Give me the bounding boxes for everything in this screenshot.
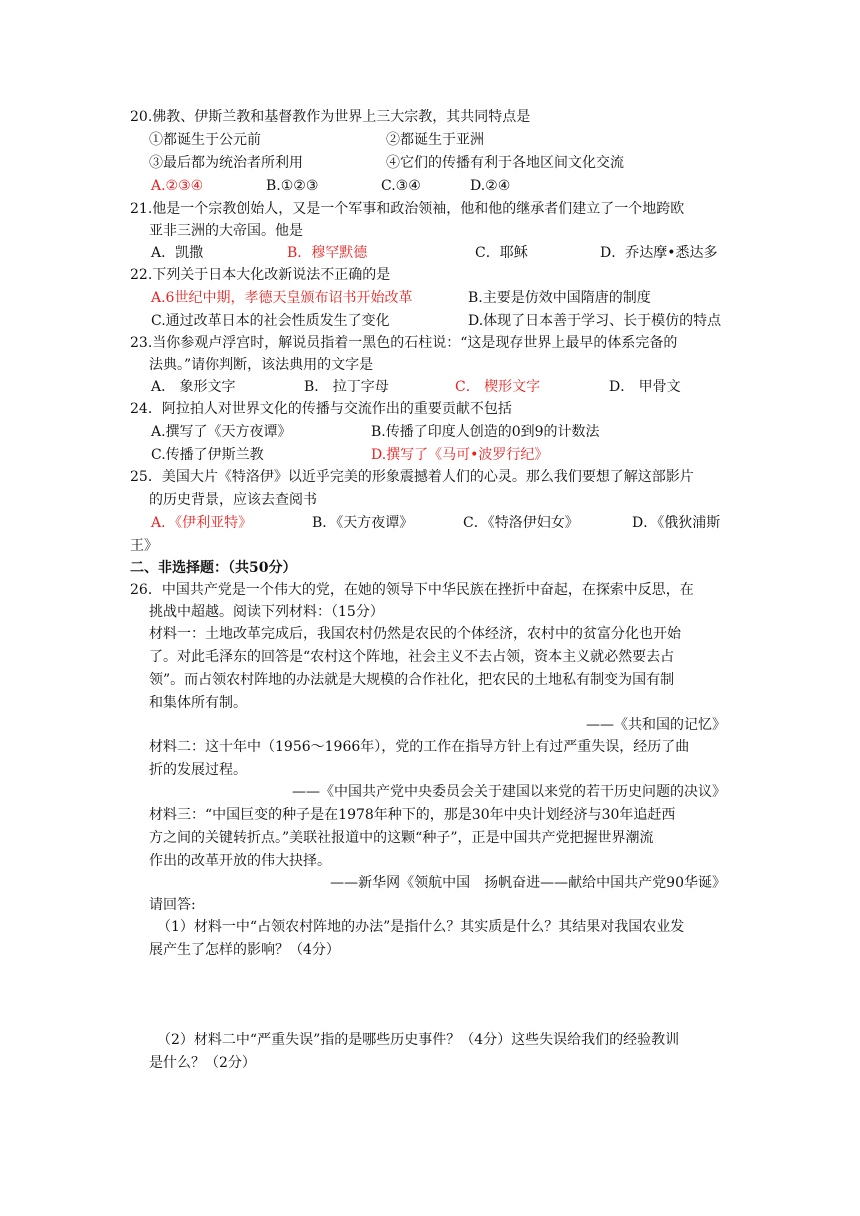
material-1-source: ——《共和国的记忆》 xyxy=(586,717,726,733)
q22-option-b: B.主要是仿效中国隋唐的制度 xyxy=(468,290,651,306)
q20-stem: 20.佛教、伊斯兰教和基督教作为世界上三大宗教，其共同特点是 xyxy=(130,109,531,125)
q25-option-d-wrap: 王》 xyxy=(130,538,158,554)
q25-option-a: A．《伊利亚特》 xyxy=(151,515,253,531)
sub-question-2: （2）材料二中“严重失误”指的是哪些历史事件？（4分）这些失误给我们的经验教训 xyxy=(157,1032,680,1048)
q21-option-a: A．凯撒 xyxy=(151,245,204,261)
q25-option-b: B．《天方夜谭》 xyxy=(312,515,414,531)
material-1-line: 材料一：土地改革完成后，我国农村仍然是农民的个体经济，农村中的贫富分化也开始 xyxy=(149,626,681,642)
q25-stem-line1: 25．美国大片《特洛伊》以近乎完美的形象震撼着人们的心灵。那么我们要想了解这部影片 xyxy=(130,469,694,485)
q24-stem: 24．阿拉拍人对世界文化的传播与交流作出的重要贡献不包括 xyxy=(130,401,512,417)
q21-option-b: B．穆罕默德 xyxy=(287,245,368,261)
q21-stem-line2: 亚非三洲的大帝国。他是 xyxy=(149,223,303,239)
q23-option-c: C． 楔形文字 xyxy=(455,379,541,395)
q26-stem-line1: 26．中国共产党是一个伟大的党，在她的领导下中华民族在挫折中奋起，在探索中反思，在 xyxy=(130,582,694,598)
q20-item-3: ③最后都为统治者所利用 xyxy=(149,155,303,171)
q20-option-c: C.③④ xyxy=(381,178,421,194)
material-3-line: 方之间的关键转折点。”美联社报道中的这颗“种子”，正是中国共产党把握世界潮流 xyxy=(149,830,654,846)
material-1-line: 和集体所有制。 xyxy=(149,695,247,711)
material-2-line: 材料二：这十年中（1956～1966年），党的工作在指导方针上有过严重失误，经历了曲 xyxy=(149,739,690,755)
q22-stem: 22.下列关于日本大化改新说法不正确的是 xyxy=(130,267,391,283)
q23-stem-line1: 23.当你参观卢浮宫时，解说员指着一黑色的石柱说：“这是现存世界上最早的体系完备的 xyxy=(130,335,678,351)
q26-stem-line2: 挑战中超越。阅读下列材料：（15分） xyxy=(149,604,384,620)
material-1-line: 领”。而占领农村阵地的办法就是大规模的合作社化，把农民的土地私有制变为国有制 xyxy=(149,672,675,688)
q20-option-d: D.②④ xyxy=(470,178,511,194)
q20-item-4: ④它们的传播有利于各地区间文化交流 xyxy=(386,155,624,171)
q21-stem-line1: 21.他是一个宗教创始人，又是一个军事和政治领袖，他和他的继承者们建立了一个地跨欧 xyxy=(130,201,685,217)
q22-option-d: D.体现了日本善于学习、长于模仿的特点 xyxy=(468,313,722,329)
q24-option-b: B.传播了印度人创造的0到9的计数法 xyxy=(371,424,600,440)
q22-option-a: A.6世纪中期，孝德天皇颁布诏书开始改革 xyxy=(151,290,413,306)
q22-option-c: C.通过改革日本的社会性质发生了变化 xyxy=(151,313,390,329)
answer-prompt: 请回答: xyxy=(149,897,196,913)
q25-option-d: D．《俄狄浦斯 xyxy=(632,515,721,531)
q25-stem-line2: 的历史背景，应该去查阅书 xyxy=(149,492,317,508)
material-3-line: 作出的改革开放的伟大抉择。 xyxy=(149,853,331,869)
sub-question-1-wrap: 展产生了怎样的影响？（4分） xyxy=(149,942,340,958)
material-3-source: ——新华网《领航中国 扬帆奋进——献给中国共产党90华诞》 xyxy=(330,875,726,891)
q24-option-d: D.撰写了《马可•波罗行纪》 xyxy=(371,447,549,463)
q24-option-a: A.撰写了《天方夜谭》 xyxy=(151,424,292,440)
q23-stem-line2: 法典。”请你判断，该法典用的文字是 xyxy=(149,357,374,373)
material-1-line: 了。对此毛泽东的回答是“农村这个阵地，社会主义不去占领，资本主义就必然要去占 xyxy=(149,649,675,665)
material-3-line: 材料三：“中国巨变的种子是在1978年种下的，那是30年中央计划经济与30年追赶西 xyxy=(149,807,676,823)
q20-item-1: ①都诞生于公元前 xyxy=(149,132,261,148)
q23-option-a: A． 象形文字 xyxy=(151,379,236,395)
q21-option-d: D．乔达摩•悉达多 xyxy=(600,245,718,261)
material-2-line: 折的发展过程。 xyxy=(149,762,247,778)
q21-option-c: C．耶稣 xyxy=(475,245,528,261)
q23-option-b: B． 拉丁字母 xyxy=(304,379,389,395)
sub-question-1: （1）材料一中“占领农村阵地的办法”是指什么？其实质是什么？其结果对我国农业发 xyxy=(157,919,685,935)
q23-option-d: D． 甲骨文 xyxy=(609,379,681,395)
q20-option-a: A.②③④ xyxy=(151,178,204,194)
section-heading: 二、非选择题：（共50分） xyxy=(130,560,297,576)
material-2-source: ——《中国共产党中央委员会关于建国以来党的若干历史问题的决议》 xyxy=(292,784,726,800)
q20-item-2: ②都诞生于亚洲 xyxy=(386,132,484,148)
q24-option-c: C.传播了伊斯兰教 xyxy=(151,447,264,463)
q20-option-b: B.①②③ xyxy=(266,178,319,194)
q25-option-c: C．《特洛伊妇女》 xyxy=(463,515,579,531)
sub-question-2-wrap: 是什么？（2分） xyxy=(149,1055,256,1071)
